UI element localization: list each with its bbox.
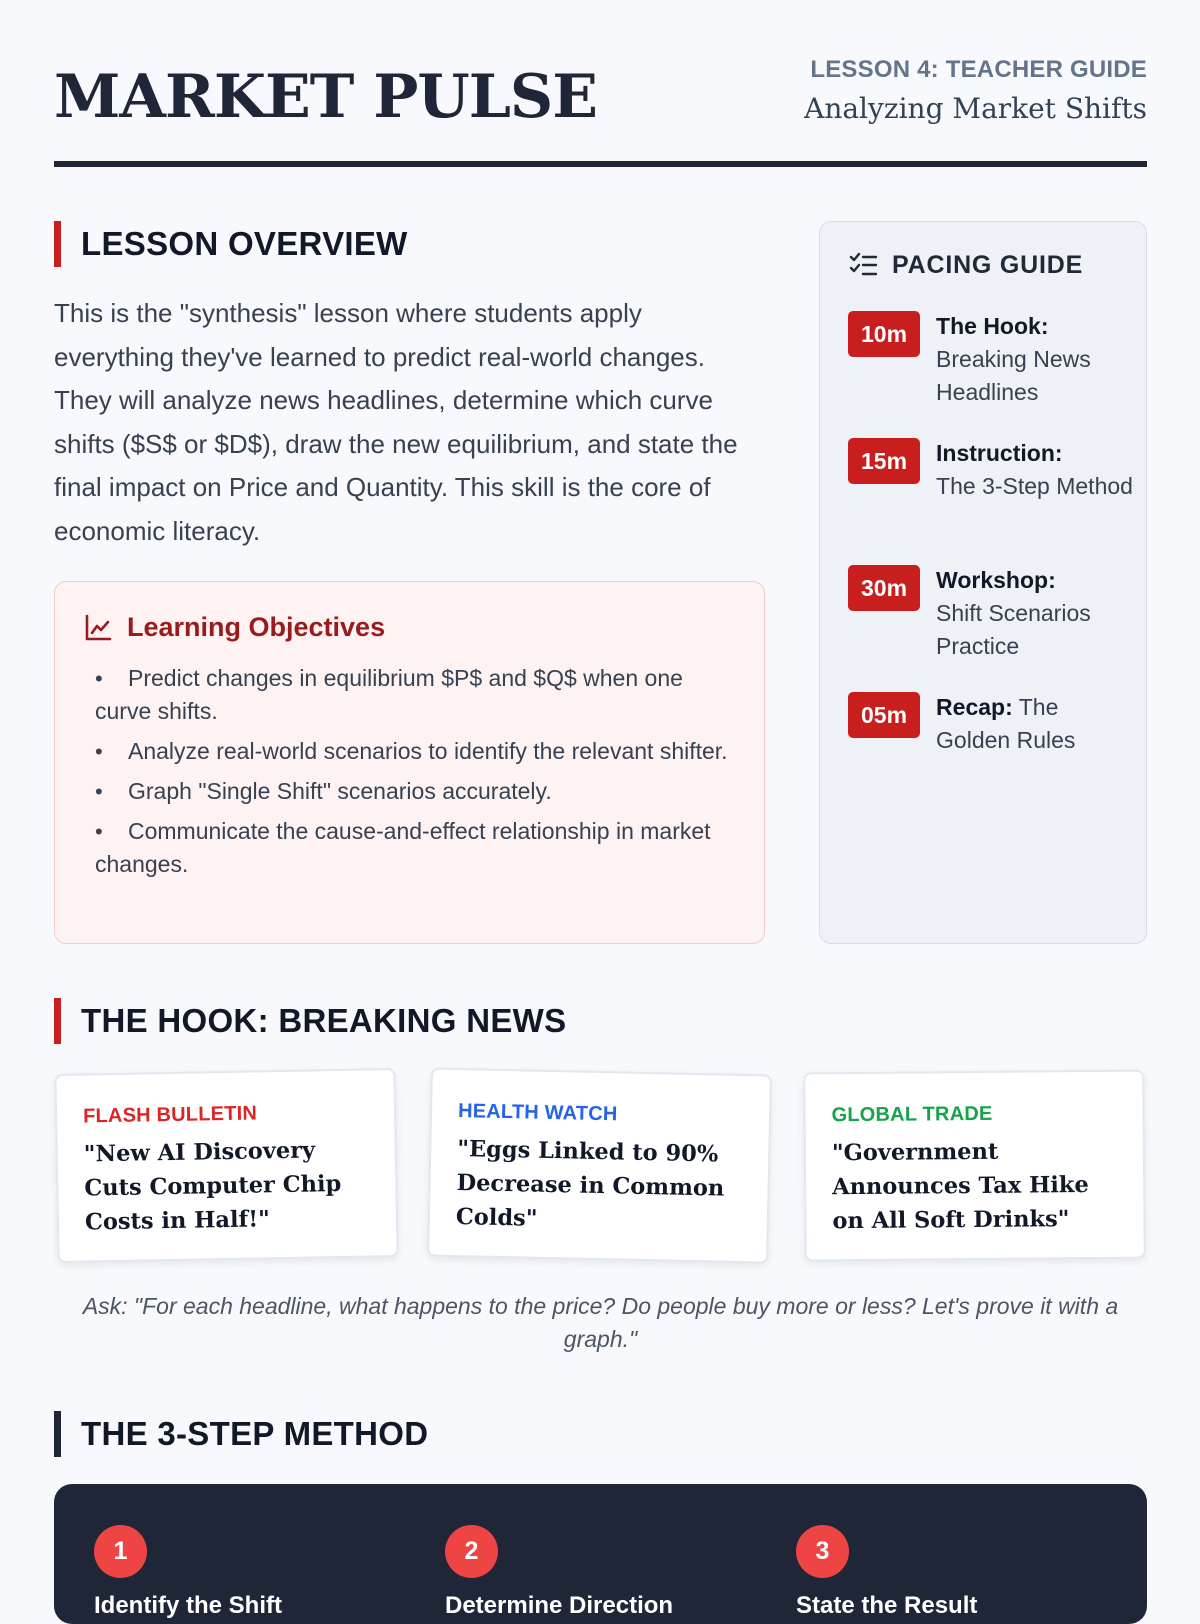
time-badge: 15m (848, 438, 920, 484)
card-headline: "Government Announces Tax Hike on All Soft Drinks" (831, 1138, 1089, 1235)
list-item: • Graph "Single Shift" scenarios accurately. (95, 778, 552, 804)
card-tag: GLOBAL TRADE (831, 1102, 993, 1127)
pacing-item (848, 437, 1138, 503)
method-step (445, 1525, 673, 1620)
brand-title: MARKET PULSE (54, 62, 597, 132)
time-badge: 30m (848, 565, 920, 611)
method-panel (54, 1484, 1147, 1624)
time-badge: 05m (848, 692, 920, 738)
pacing-desc: The Golden Rules (936, 694, 1076, 753)
pacing-label: Workshop: (936, 567, 1056, 593)
list-item: • Analyze real-world scenarios to identify the relevant shifter. (95, 738, 728, 764)
overview-heading: LESSON OVERVIEW (54, 221, 408, 267)
pacing-desc: The 3-Step Method (936, 473, 1133, 499)
objectives-list (95, 662, 735, 888)
pacing-header (848, 250, 1083, 280)
pacing-item (848, 310, 1138, 409)
step-label: Determine Direction (445, 1592, 674, 1619)
method-heading: THE 3-STEP METHOD (54, 1411, 428, 1457)
overview-text: This is the "synthesis" lesson where students apply everything they've learned to predict real-world changes. They will analyze news headlines, determine which curve shifts ($S$ or $D$), draw the new equilibrium, and state the final impact on Price and Quantity. This skill is the core of economic literacy. (54, 298, 738, 546)
chart-line-icon (83, 613, 113, 643)
pacing-label: Instruction: (936, 440, 1063, 466)
card-tag: FLASH BULLETIN (82, 1102, 258, 1128)
objectives-box (54, 581, 765, 944)
step-label: Identify the Shift (94, 1592, 282, 1619)
step-number: 1 (94, 1525, 147, 1578)
pacing-label: The Hook: (936, 313, 1049, 339)
pacing-label: Recap: (936, 694, 1013, 720)
checklist-icon (848, 250, 878, 280)
pacing-item (848, 691, 1138, 757)
pacing-desc: Shift Scenarios Practice (936, 600, 1091, 659)
card-headline: "New AI Discovery Cuts Computer Chip Costs in Half!" (83, 1137, 342, 1236)
pacing-guide (819, 221, 1147, 944)
objectives-header (83, 612, 385, 643)
card-tag: HEALTH WATCH (457, 1100, 618, 1126)
page-header (54, 52, 1147, 167)
lesson-info (804, 56, 1147, 125)
list-item: • Predict changes in equilibrium $P$ and $Q$ when one curve shifts. (95, 665, 683, 724)
time-badge: 10m (848, 311, 920, 357)
lesson-tag: LESSON 4: TEACHER GUIDE (810, 56, 1147, 83)
step-number: 3 (796, 1525, 849, 1578)
headline-card (427, 1067, 772, 1263)
pacing-title: PACING GUIDE (892, 250, 1084, 279)
method-step (94, 1525, 282, 1620)
step-label: State the Result (796, 1592, 978, 1619)
objectives-title: Learning Objectives (127, 612, 386, 642)
card-headline: "Eggs Linked to 90% Decrease in Common Colds" (455, 1136, 725, 1232)
step-number: 2 (445, 1525, 498, 1578)
headline-card (54, 1068, 398, 1263)
teacher-prompt: Ask: "For each headline, what happens to the price? Do people buy more or less? Let's prove it with a graph." (82, 1293, 1119, 1352)
headline-card (803, 1070, 1146, 1262)
hook-heading: THE HOOK: BREAKING NEWS (54, 998, 566, 1044)
lesson-title: Analyzing Market Shifts (804, 92, 1147, 125)
method-step (796, 1525, 977, 1620)
list-item: • Communicate the cause-and-effect relationship in market changes. (95, 818, 711, 877)
pacing-item (848, 564, 1138, 663)
pacing-desc: Breaking News Headlines (936, 346, 1091, 405)
